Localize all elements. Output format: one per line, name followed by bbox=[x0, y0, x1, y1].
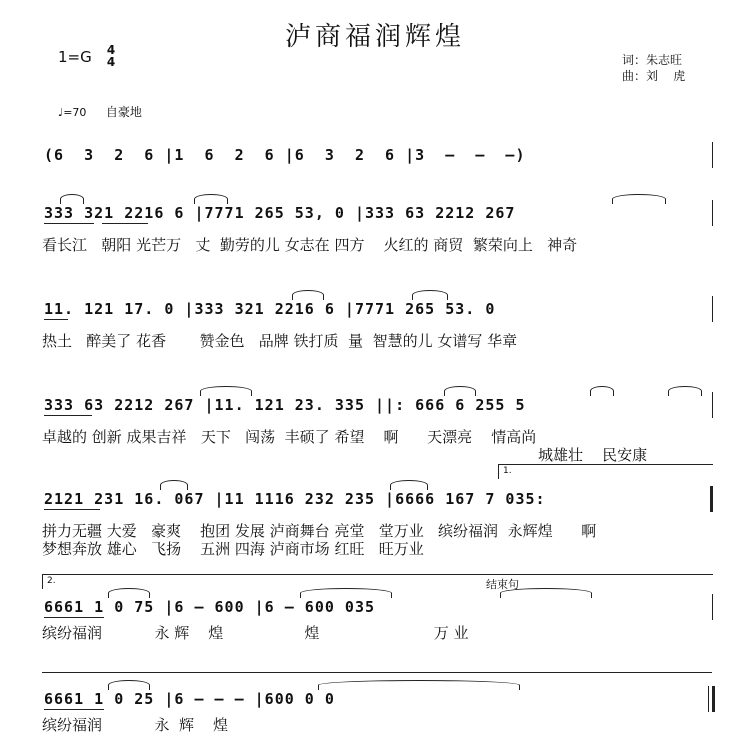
notes-line: (6 3 2 6 |1 6 2 6 |6 3 2 6 |3 – – –) bbox=[44, 146, 526, 164]
notes-line: 333 321 2216 6 |7771 265 53, 0 |333 63 2212 267 bbox=[44, 204, 516, 222]
lyricist-credit: 词：朱志旺 bbox=[622, 53, 683, 67]
slur-mark bbox=[390, 480, 428, 490]
slur-mark bbox=[590, 386, 614, 396]
volta-2-label: 2. bbox=[47, 576, 56, 586]
slur-mark bbox=[300, 588, 392, 598]
volta-bracket-1 bbox=[498, 464, 713, 479]
time-signature bbox=[104, 44, 118, 68]
final-barline-thin bbox=[708, 686, 709, 712]
notes-line: 2121 231 16. 067 |11 1116 232 235 |6666 167 7 035: bbox=[44, 490, 546, 508]
time-signature-bottom: 4 bbox=[106, 55, 116, 69]
notes-line: 333 63 2212 267 |11. 121 23. 335 ||: 666 6 255 5 bbox=[44, 396, 526, 414]
lyric-line: 热土 醉美了 花香 赞金色 品牌 铁打质 量 智慧的儿 女谱写 华章 bbox=[42, 332, 518, 350]
time-signature-top: 4 bbox=[106, 43, 116, 57]
volta-1-label: 1. bbox=[503, 466, 512, 476]
lyric-line: 缤纷福润 永 辉 煌 煌 万 业 bbox=[42, 624, 469, 642]
volta-bracket-2 bbox=[42, 574, 713, 589]
slur-mark bbox=[500, 588, 592, 598]
tempo-value: ♩=70 bbox=[58, 106, 87, 119]
tempo-marking bbox=[58, 103, 142, 120]
notes-line: 6661 1 0 75 |6 – 600 |6 – 600 035 bbox=[44, 598, 376, 616]
slur-mark bbox=[108, 680, 150, 690]
expression-mood: 自豪地 bbox=[105, 105, 142, 119]
slur-mark bbox=[412, 290, 448, 300]
notes-line: 6661 1 0 25 |6 – – – |600 0 0 bbox=[44, 690, 335, 708]
lyric-line: 卓越的 创新 成果吉祥 天下 闯荡 丰硕了 希望 啊 天漂亮 情高尚 bbox=[42, 428, 537, 446]
song-title: 泸商福润辉煌 bbox=[284, 22, 465, 52]
repeat-end-barline bbox=[710, 486, 713, 512]
slur-mark bbox=[444, 386, 476, 396]
slur-mark bbox=[108, 588, 150, 598]
slur-mark bbox=[612, 194, 666, 204]
barline bbox=[712, 142, 713, 168]
barline bbox=[712, 594, 713, 620]
slur-mark bbox=[318, 680, 520, 690]
credits bbox=[622, 52, 685, 84]
lyric-line: 缤纷福润 永 辉 煌 bbox=[42, 716, 229, 734]
slur-mark bbox=[200, 386, 252, 396]
ending-label: 结束句 bbox=[486, 578, 519, 591]
barline bbox=[712, 296, 713, 322]
barline bbox=[712, 392, 713, 418]
composer-credit: 曲：刘 虎 bbox=[622, 69, 686, 83]
barline bbox=[712, 200, 713, 226]
lyric-line: 拼力无疆 大爱 豪爽 抱团 发展 泸商舞台 亮堂 堂万业 缤纷福润 永辉煌 啊 bbox=[42, 522, 597, 540]
slur-mark bbox=[194, 194, 228, 204]
section-rule bbox=[42, 672, 712, 673]
notes-line: 11. 121 17. 0 |333 321 2216 6 |7771 265 53. 0 bbox=[44, 300, 496, 318]
slur-mark bbox=[292, 290, 324, 300]
lyric-line-alt: 梦想奔放 雄心 飞扬 五洲 四海 泸商市场 红旺 旺万业 bbox=[42, 540, 424, 558]
final-barline-thick bbox=[712, 686, 715, 712]
lyric-line: 看长江 朝阳 光芒万 丈 勤劳的儿 女志在 四方 火红的 商贸 繁荣向上 神奇 bbox=[42, 236, 578, 254]
slur-mark bbox=[60, 194, 84, 204]
slur-mark bbox=[160, 480, 188, 490]
lyric-line-alt: 城雄壮 民安康 bbox=[538, 446, 648, 464]
slur-mark bbox=[668, 386, 702, 396]
key-signature: 1=G bbox=[58, 48, 92, 66]
